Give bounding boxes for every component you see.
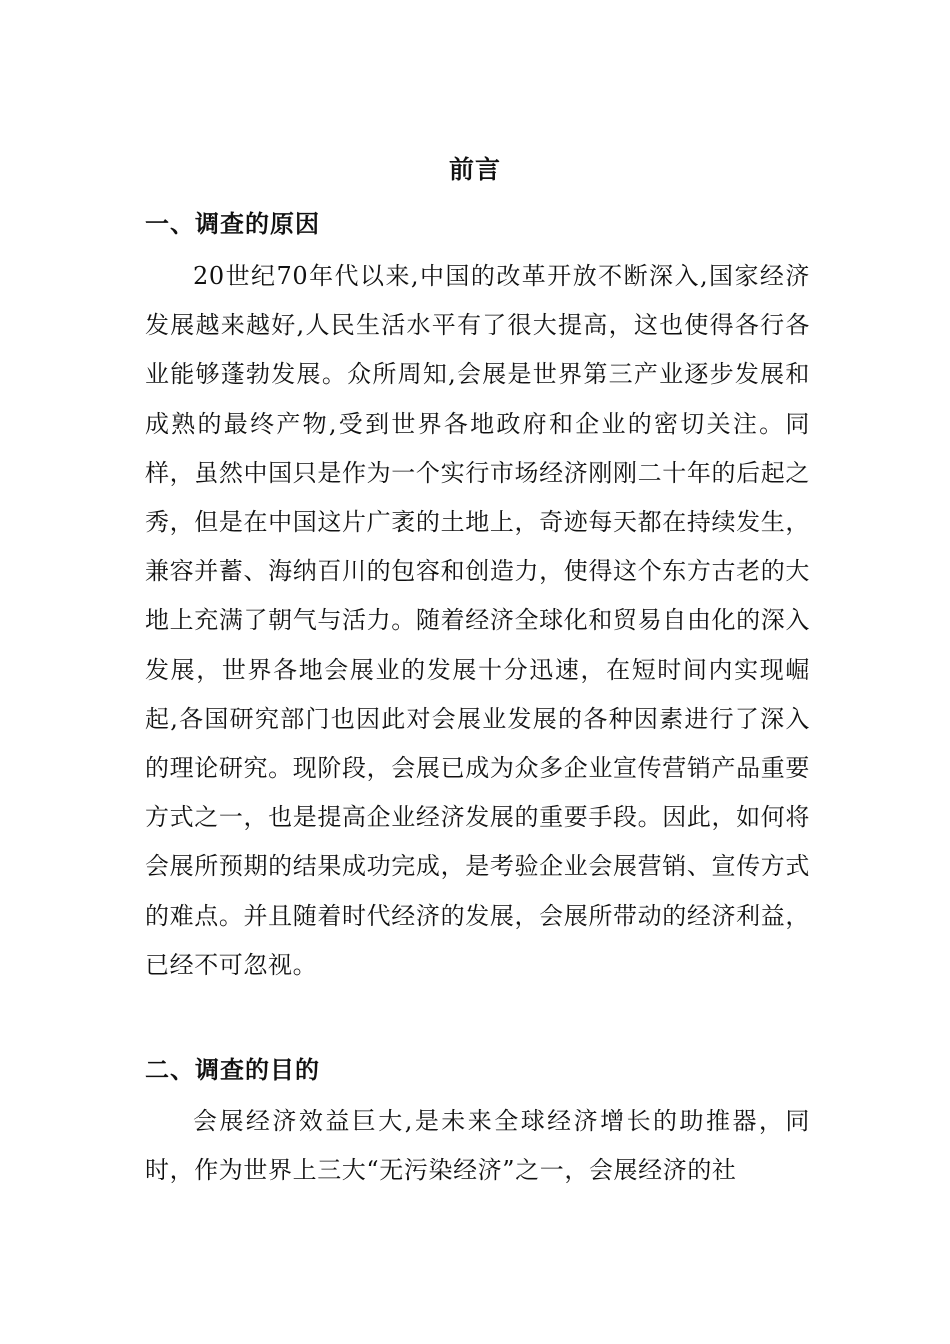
page-title: 前言 <box>448 155 501 184</box>
section-paragraph-reason: 20世纪70年代以来,中国的改革开放不断深入,国家经济发展越来越好,人民生活水平有了很大提高，这也使得各行各业能够蓬勃发展。众所周知,会展是世界第三产业逐步发展和成熟的最终产物,受到世界各地政府和企业的密切关注。同样，虽然中国只是作为一个实行市场经济刚刚二十年的后起之秀，但是在中国这片广袤的土地上，奇迹每天都在持续发生，兼容并蓄、海纳百川的包容和创造力，使得这个东方古老的大地上充满了朝气与活力。随着经济全球化和贸易自由化的深入发展，世界各地会展业的发展十分迅速，在短时间内实现崛起,各国研究部门也因此对会展业发展的各种因素进行了深入的理论研究。现阶段，会展已成为众多企业宣传营销产品重要方式之一，也是提高企业经济发展的重要手段。因此，如何将会展所预期的结果成功完成，是考验企业会展营销、宣传方式的难点。并且随着时代经济的发展，会展所带动的经济利益，已经不可忽视。 <box>145 262 810 979</box>
section-paragraph-purpose: 会展经济效益巨大,是未来全球经济增长的助推器，同时，作为世界上三大“无污染经济”之一，会展经济的社 <box>145 1107 810 1185</box>
section-heading-purpose: 二、调查的目的 <box>145 1056 320 1084</box>
section-heading-reason: 一、调查的原因 <box>145 210 320 238</box>
